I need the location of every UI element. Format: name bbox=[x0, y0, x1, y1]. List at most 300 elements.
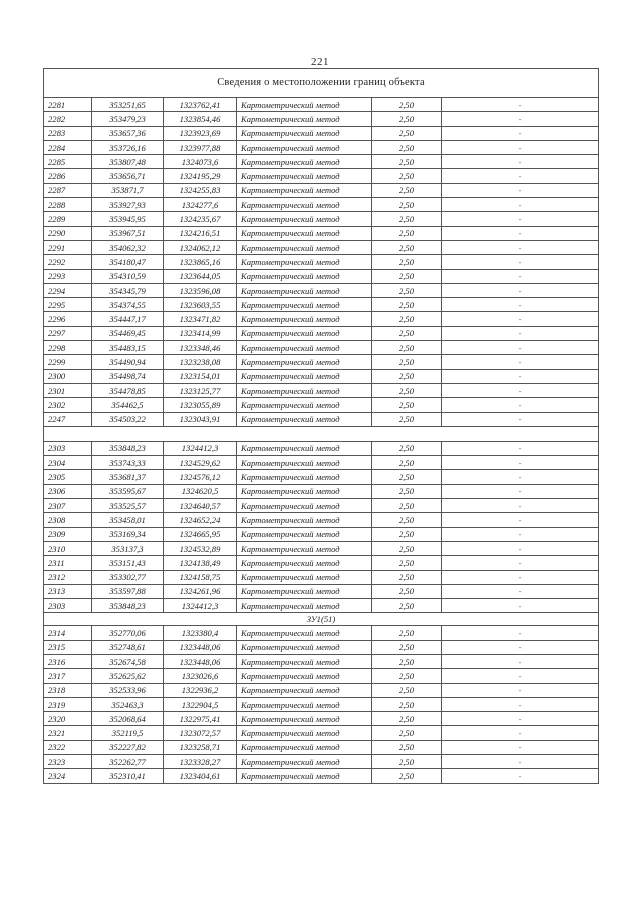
x-coordinate-cell: 354062,32 bbox=[92, 240, 164, 254]
table-row bbox=[44, 212, 599, 226]
table-row bbox=[44, 183, 599, 197]
precision-cell: 2,50 bbox=[372, 398, 442, 412]
precision-cell: 2,50 bbox=[372, 556, 442, 570]
y-coordinate-cell: 1323043,91 bbox=[164, 412, 237, 426]
point-number-cell: 2310 bbox=[44, 541, 92, 555]
x-coordinate-cell: 352533,96 bbox=[92, 683, 164, 697]
table-row bbox=[44, 499, 599, 513]
precision-cell: 2,50 bbox=[372, 513, 442, 527]
description-cell: - bbox=[442, 513, 599, 527]
x-coordinate-cell: 354469,45 bbox=[92, 326, 164, 340]
method-cell: Картометрический метод bbox=[237, 269, 372, 283]
table-row bbox=[44, 640, 599, 654]
point-number-cell: 2305 bbox=[44, 470, 92, 484]
method-cell: Картометрический метод bbox=[237, 556, 372, 570]
table-row bbox=[44, 412, 599, 426]
precision-cell: 2,50 bbox=[372, 456, 442, 470]
method-cell: Картометрический метод bbox=[237, 212, 372, 226]
x-coordinate-cell: 354310,59 bbox=[92, 269, 164, 283]
x-coordinate-cell: 353726,16 bbox=[92, 140, 164, 154]
x-coordinate-cell: 353151,43 bbox=[92, 556, 164, 570]
method-cell: Картометрический метод bbox=[237, 470, 372, 484]
precision-cell: 2,50 bbox=[372, 155, 442, 169]
point-number-cell: 2312 bbox=[44, 570, 92, 584]
point-number-cell: 2297 bbox=[44, 326, 92, 340]
y-coordinate-cell: 1323154,01 bbox=[164, 369, 237, 383]
y-coordinate-cell: 1323762,41 bbox=[164, 98, 237, 112]
boundary-coordinates-table bbox=[43, 68, 599, 784]
point-number-cell: 2296 bbox=[44, 312, 92, 326]
precision-cell: 2,50 bbox=[372, 183, 442, 197]
table-body bbox=[44, 69, 599, 784]
x-coordinate-cell: 352227,82 bbox=[92, 740, 164, 754]
table-row bbox=[44, 669, 599, 683]
method-cell: Картометрический метод bbox=[237, 712, 372, 726]
description-cell: - bbox=[442, 155, 599, 169]
table-row bbox=[44, 599, 599, 613]
y-coordinate-cell: 1324412,3 bbox=[164, 599, 237, 613]
y-coordinate-cell: 1324640,57 bbox=[164, 499, 237, 513]
point-number-cell: 2281 bbox=[44, 98, 92, 112]
method-cell: Картометрический метод bbox=[237, 513, 372, 527]
point-number-cell: 2287 bbox=[44, 183, 92, 197]
point-number-cell: 2304 bbox=[44, 456, 92, 470]
point-number-cell: 2289 bbox=[44, 212, 92, 226]
table-section-row bbox=[44, 613, 599, 626]
y-coordinate-cell: 1322975,41 bbox=[164, 712, 237, 726]
precision-cell: 2,50 bbox=[372, 255, 442, 269]
x-coordinate-cell: 354503,22 bbox=[92, 412, 164, 426]
point-number-cell: 2300 bbox=[44, 369, 92, 383]
description-cell: - bbox=[442, 740, 599, 754]
point-number-cell: 2318 bbox=[44, 683, 92, 697]
table-row bbox=[44, 570, 599, 584]
x-coordinate-cell: 352770,06 bbox=[92, 626, 164, 640]
description-cell: - bbox=[442, 140, 599, 154]
method-cell: Картометрический метод bbox=[237, 541, 372, 555]
table-row bbox=[44, 283, 599, 297]
y-coordinate-cell: 1324261,96 bbox=[164, 584, 237, 598]
table-row bbox=[44, 155, 599, 169]
point-number-cell: 2288 bbox=[44, 198, 92, 212]
table-row bbox=[44, 484, 599, 498]
table-row bbox=[44, 456, 599, 470]
description-cell: - bbox=[442, 654, 599, 668]
point-number-cell: 2313 bbox=[44, 584, 92, 598]
x-coordinate-cell: 353848,23 bbox=[92, 441, 164, 455]
x-coordinate-cell: 354345,79 bbox=[92, 283, 164, 297]
section-label: ЗУ1(51) bbox=[44, 613, 599, 626]
precision-cell: 2,50 bbox=[372, 570, 442, 584]
x-coordinate-cell: 353848,23 bbox=[92, 599, 164, 613]
description-cell: - bbox=[442, 369, 599, 383]
y-coordinate-cell: 1324652,24 bbox=[164, 513, 237, 527]
x-coordinate-cell: 354490,94 bbox=[92, 355, 164, 369]
point-number-cell: 2311 bbox=[44, 556, 92, 570]
precision-cell: 2,50 bbox=[372, 298, 442, 312]
precision-cell: 2,50 bbox=[372, 527, 442, 541]
description-cell: - bbox=[442, 169, 599, 183]
x-coordinate-cell: 354180,47 bbox=[92, 255, 164, 269]
x-coordinate-cell: 353302,77 bbox=[92, 570, 164, 584]
point-number-cell: 2303 bbox=[44, 599, 92, 613]
point-number-cell: 2290 bbox=[44, 226, 92, 240]
x-coordinate-cell: 353681,37 bbox=[92, 470, 164, 484]
table-row bbox=[44, 226, 599, 240]
x-coordinate-cell: 352310,41 bbox=[92, 769, 164, 783]
y-coordinate-cell: 1323404,61 bbox=[164, 769, 237, 783]
x-coordinate-cell: 352625,62 bbox=[92, 669, 164, 683]
method-cell: Картометрический метод bbox=[237, 298, 372, 312]
point-number-cell: 2315 bbox=[44, 640, 92, 654]
y-coordinate-cell: 1323348,46 bbox=[164, 341, 237, 355]
y-coordinate-cell: 1323644,05 bbox=[164, 269, 237, 283]
description-cell: - bbox=[442, 640, 599, 654]
y-coordinate-cell: 1323471,82 bbox=[164, 312, 237, 326]
method-cell: Картометрический метод bbox=[237, 126, 372, 140]
precision-cell: 2,50 bbox=[372, 484, 442, 498]
point-number-cell: 2284 bbox=[44, 140, 92, 154]
precision-cell: 2,50 bbox=[372, 412, 442, 426]
description-cell: - bbox=[442, 726, 599, 740]
description-cell: - bbox=[442, 383, 599, 397]
precision-cell: 2,50 bbox=[372, 112, 442, 126]
description-cell: - bbox=[442, 112, 599, 126]
y-coordinate-cell: 1323055,89 bbox=[164, 398, 237, 412]
description-cell: - bbox=[442, 626, 599, 640]
point-number-cell: 2285 bbox=[44, 155, 92, 169]
precision-cell: 2,50 bbox=[372, 654, 442, 668]
x-coordinate-cell: 352068,64 bbox=[92, 712, 164, 726]
precision-cell: 2,50 bbox=[372, 126, 442, 140]
precision-cell: 2,50 bbox=[372, 269, 442, 283]
method-cell: Картометрический метод bbox=[237, 726, 372, 740]
description-cell: - bbox=[442, 98, 599, 112]
method-cell: Картометрический метод bbox=[237, 654, 372, 668]
y-coordinate-cell: 1323258,71 bbox=[164, 740, 237, 754]
description-cell: - bbox=[442, 769, 599, 783]
table-row bbox=[44, 383, 599, 397]
table-row bbox=[44, 726, 599, 740]
table-row bbox=[44, 513, 599, 527]
description-cell: - bbox=[442, 570, 599, 584]
y-coordinate-cell: 1323072,57 bbox=[164, 726, 237, 740]
method-cell: Картометрический метод bbox=[237, 169, 372, 183]
method-cell: Картометрический метод bbox=[237, 398, 372, 412]
table-row bbox=[44, 255, 599, 269]
x-coordinate-cell: 353251,65 bbox=[92, 98, 164, 112]
precision-cell: 2,50 bbox=[372, 98, 442, 112]
method-cell: Картометрический метод bbox=[237, 755, 372, 769]
precision-cell: 2,50 bbox=[372, 626, 442, 640]
precision-cell: 2,50 bbox=[372, 198, 442, 212]
point-number-cell: 2286 bbox=[44, 169, 92, 183]
y-coordinate-cell: 1324277,6 bbox=[164, 198, 237, 212]
description-cell: - bbox=[442, 599, 599, 613]
x-coordinate-cell: 353945,95 bbox=[92, 212, 164, 226]
point-number-cell: 2293 bbox=[44, 269, 92, 283]
precision-cell: 2,50 bbox=[372, 541, 442, 555]
y-coordinate-cell: 1324620,5 bbox=[164, 484, 237, 498]
x-coordinate-cell: 353927,93 bbox=[92, 198, 164, 212]
method-cell: Картометрический метод bbox=[237, 98, 372, 112]
method-cell: Картометрический метод bbox=[237, 499, 372, 513]
y-coordinate-cell: 1323865,16 bbox=[164, 255, 237, 269]
description-cell: - bbox=[442, 183, 599, 197]
table-row bbox=[44, 398, 599, 412]
x-coordinate-cell: 353597,88 bbox=[92, 584, 164, 598]
y-coordinate-cell: 1323854,46 bbox=[164, 112, 237, 126]
method-cell: Картометрический метод bbox=[237, 240, 372, 254]
x-coordinate-cell: 353169,34 bbox=[92, 527, 164, 541]
y-coordinate-cell: 1324138,49 bbox=[164, 556, 237, 570]
method-cell: Картометрический метод bbox=[237, 626, 372, 640]
x-coordinate-cell: 354478,85 bbox=[92, 383, 164, 397]
method-cell: Картометрический метод bbox=[237, 341, 372, 355]
description-cell: - bbox=[442, 470, 599, 484]
point-number-cell: 2309 bbox=[44, 527, 92, 541]
precision-cell: 2,50 bbox=[372, 499, 442, 513]
description-cell: - bbox=[442, 326, 599, 340]
description-cell: - bbox=[442, 269, 599, 283]
y-coordinate-cell: 1323125,77 bbox=[164, 383, 237, 397]
table-row bbox=[44, 654, 599, 668]
x-coordinate-cell: 354374,55 bbox=[92, 298, 164, 312]
description-cell: - bbox=[442, 584, 599, 598]
precision-cell: 2,50 bbox=[372, 169, 442, 183]
point-number-cell: 2320 bbox=[44, 712, 92, 726]
method-cell: Картометрический метод bbox=[237, 383, 372, 397]
precision-cell: 2,50 bbox=[372, 640, 442, 654]
table-row bbox=[44, 269, 599, 283]
method-cell: Картометрический метод bbox=[237, 584, 372, 598]
x-coordinate-cell: 353595,67 bbox=[92, 484, 164, 498]
method-cell: Картометрический метод bbox=[237, 697, 372, 711]
point-number-cell: 2295 bbox=[44, 298, 92, 312]
description-cell: - bbox=[442, 697, 599, 711]
method-cell: Картометрический метод bbox=[237, 112, 372, 126]
table-row bbox=[44, 527, 599, 541]
precision-cell: 2,50 bbox=[372, 140, 442, 154]
table-row bbox=[44, 541, 599, 555]
description-cell: - bbox=[442, 441, 599, 455]
description-cell: - bbox=[442, 126, 599, 140]
method-cell: Картометрический метод bbox=[237, 198, 372, 212]
precision-cell: 2,50 bbox=[372, 312, 442, 326]
description-cell: - bbox=[442, 255, 599, 269]
method-cell: Картометрический метод bbox=[237, 740, 372, 754]
point-number-cell: 2316 bbox=[44, 654, 92, 668]
table-title-row bbox=[44, 69, 599, 98]
y-coordinate-cell: 1324062,12 bbox=[164, 240, 237, 254]
x-coordinate-cell: 352674,58 bbox=[92, 654, 164, 668]
precision-cell: 2,50 bbox=[372, 599, 442, 613]
precision-cell: 2,50 bbox=[372, 355, 442, 369]
spacer-cell bbox=[44, 426, 599, 441]
method-cell: Картометрический метод bbox=[237, 369, 372, 383]
x-coordinate-cell: 352748,61 bbox=[92, 640, 164, 654]
y-coordinate-cell: 1323414,99 bbox=[164, 326, 237, 340]
method-cell: Картометрический метод bbox=[237, 312, 372, 326]
method-cell: Картометрический метод bbox=[237, 412, 372, 426]
point-number-cell: 2317 bbox=[44, 669, 92, 683]
point-number-cell: 2324 bbox=[44, 769, 92, 783]
method-cell: Картометрический метод bbox=[237, 255, 372, 269]
y-coordinate-cell: 1324255,83 bbox=[164, 183, 237, 197]
y-coordinate-cell: 1323596,08 bbox=[164, 283, 237, 297]
table-row bbox=[44, 298, 599, 312]
precision-cell: 2,50 bbox=[372, 369, 442, 383]
y-coordinate-cell: 1323977,88 bbox=[164, 140, 237, 154]
y-coordinate-cell: 1324216,51 bbox=[164, 226, 237, 240]
table-row bbox=[44, 769, 599, 783]
method-cell: Картометрический метод bbox=[237, 441, 372, 455]
precision-cell: 2,50 bbox=[372, 584, 442, 598]
x-coordinate-cell: 352463,3 bbox=[92, 697, 164, 711]
y-coordinate-cell: 1324158,75 bbox=[164, 570, 237, 584]
precision-cell: 2,50 bbox=[372, 383, 442, 397]
table-row bbox=[44, 326, 599, 340]
method-cell: Картометрический метод bbox=[237, 683, 372, 697]
x-coordinate-cell: 353743,33 bbox=[92, 456, 164, 470]
point-number-cell: 2306 bbox=[44, 484, 92, 498]
table-row bbox=[44, 697, 599, 711]
y-coordinate-cell: 1323026,6 bbox=[164, 669, 237, 683]
x-coordinate-cell: 353137,3 bbox=[92, 541, 164, 555]
method-cell: Картометрический метод bbox=[237, 669, 372, 683]
description-cell: - bbox=[442, 341, 599, 355]
table-spacer-row bbox=[44, 426, 599, 441]
precision-cell: 2,50 bbox=[372, 470, 442, 484]
precision-cell: 2,50 bbox=[372, 769, 442, 783]
precision-cell: 2,50 bbox=[372, 240, 442, 254]
point-number-cell: 2303 bbox=[44, 441, 92, 455]
description-cell: - bbox=[442, 669, 599, 683]
y-coordinate-cell: 1323380,4 bbox=[164, 626, 237, 640]
x-coordinate-cell: 352119,5 bbox=[92, 726, 164, 740]
y-coordinate-cell: 1324532,89 bbox=[164, 541, 237, 555]
x-coordinate-cell: 353656,71 bbox=[92, 169, 164, 183]
precision-cell: 2,50 bbox=[372, 755, 442, 769]
x-coordinate-cell: 353525,57 bbox=[92, 499, 164, 513]
page-number: 221 bbox=[311, 56, 329, 68]
description-cell: - bbox=[442, 541, 599, 555]
x-coordinate-cell: 354483,15 bbox=[92, 341, 164, 355]
y-coordinate-cell: 1324235,67 bbox=[164, 212, 237, 226]
method-cell: Картометрический метод bbox=[237, 155, 372, 169]
precision-cell: 2,50 bbox=[372, 341, 442, 355]
y-coordinate-cell: 1323238,08 bbox=[164, 355, 237, 369]
description-cell: - bbox=[442, 755, 599, 769]
x-coordinate-cell: 353479,23 bbox=[92, 112, 164, 126]
table-row bbox=[44, 140, 599, 154]
point-number-cell: 2321 bbox=[44, 726, 92, 740]
y-coordinate-cell: 1323448,06 bbox=[164, 654, 237, 668]
x-coordinate-cell: 353807,48 bbox=[92, 155, 164, 169]
point-number-cell: 2247 bbox=[44, 412, 92, 426]
x-coordinate-cell: 354462,5 bbox=[92, 398, 164, 412]
y-coordinate-cell: 1322904,5 bbox=[164, 697, 237, 711]
table-row bbox=[44, 740, 599, 754]
point-number-cell: 2291 bbox=[44, 240, 92, 254]
y-coordinate-cell: 1324576,12 bbox=[164, 470, 237, 484]
method-cell: Картометрический метод bbox=[237, 355, 372, 369]
x-coordinate-cell: 354498,74 bbox=[92, 369, 164, 383]
y-coordinate-cell: 1323448,06 bbox=[164, 640, 237, 654]
point-number-cell: 2322 bbox=[44, 740, 92, 754]
method-cell: Картометрический метод bbox=[237, 570, 372, 584]
table-row bbox=[44, 98, 599, 112]
x-coordinate-cell: 353657,36 bbox=[92, 126, 164, 140]
description-cell: - bbox=[442, 226, 599, 240]
y-coordinate-cell: 1324073,6 bbox=[164, 155, 237, 169]
table-row bbox=[44, 240, 599, 254]
point-number-cell: 2308 bbox=[44, 513, 92, 527]
point-number-cell: 2298 bbox=[44, 341, 92, 355]
description-cell: - bbox=[442, 456, 599, 470]
precision-cell: 2,50 bbox=[372, 683, 442, 697]
method-cell: Картометрический метод bbox=[237, 484, 372, 498]
precision-cell: 2,50 bbox=[372, 212, 442, 226]
table-row bbox=[44, 712, 599, 726]
description-cell: - bbox=[442, 198, 599, 212]
y-coordinate-cell: 1324665,95 bbox=[164, 527, 237, 541]
point-number-cell: 2302 bbox=[44, 398, 92, 412]
table-row bbox=[44, 126, 599, 140]
description-cell: - bbox=[442, 312, 599, 326]
x-coordinate-cell: 354447,17 bbox=[92, 312, 164, 326]
y-coordinate-cell: 1324195,29 bbox=[164, 169, 237, 183]
precision-cell: 2,50 bbox=[372, 283, 442, 297]
table-title: Сведения о местоположении границ объекта bbox=[44, 69, 599, 98]
description-cell: - bbox=[442, 484, 599, 498]
description-cell: - bbox=[442, 412, 599, 426]
point-number-cell: 2301 bbox=[44, 383, 92, 397]
description-cell: - bbox=[442, 355, 599, 369]
description-cell: - bbox=[442, 398, 599, 412]
method-cell: Картометрический метод bbox=[237, 283, 372, 297]
y-coordinate-cell: 1324412,3 bbox=[164, 441, 237, 455]
description-cell: - bbox=[442, 556, 599, 570]
table-row bbox=[44, 755, 599, 769]
table-row bbox=[44, 470, 599, 484]
table-row bbox=[44, 312, 599, 326]
point-number-cell: 2307 bbox=[44, 499, 92, 513]
table-row bbox=[44, 198, 599, 212]
method-cell: Картометрический метод bbox=[237, 183, 372, 197]
table-row bbox=[44, 369, 599, 383]
point-number-cell: 2283 bbox=[44, 126, 92, 140]
precision-cell: 2,50 bbox=[372, 740, 442, 754]
method-cell: Картометрический метод bbox=[237, 226, 372, 240]
table-row bbox=[44, 584, 599, 598]
description-cell: - bbox=[442, 240, 599, 254]
method-cell: Картометрический метод bbox=[237, 640, 372, 654]
method-cell: Картометрический метод bbox=[237, 769, 372, 783]
point-number-cell: 2319 bbox=[44, 697, 92, 711]
method-cell: Картометрический метод bbox=[237, 326, 372, 340]
precision-cell: 2,50 bbox=[372, 726, 442, 740]
point-number-cell: 2292 bbox=[44, 255, 92, 269]
table-row bbox=[44, 683, 599, 697]
description-cell: - bbox=[442, 298, 599, 312]
table-row bbox=[44, 441, 599, 455]
y-coordinate-cell: 1322936,2 bbox=[164, 683, 237, 697]
table-row bbox=[44, 626, 599, 640]
point-number-cell: 2314 bbox=[44, 626, 92, 640]
method-cell: Картометрический метод bbox=[237, 140, 372, 154]
x-coordinate-cell: 353871,7 bbox=[92, 183, 164, 197]
